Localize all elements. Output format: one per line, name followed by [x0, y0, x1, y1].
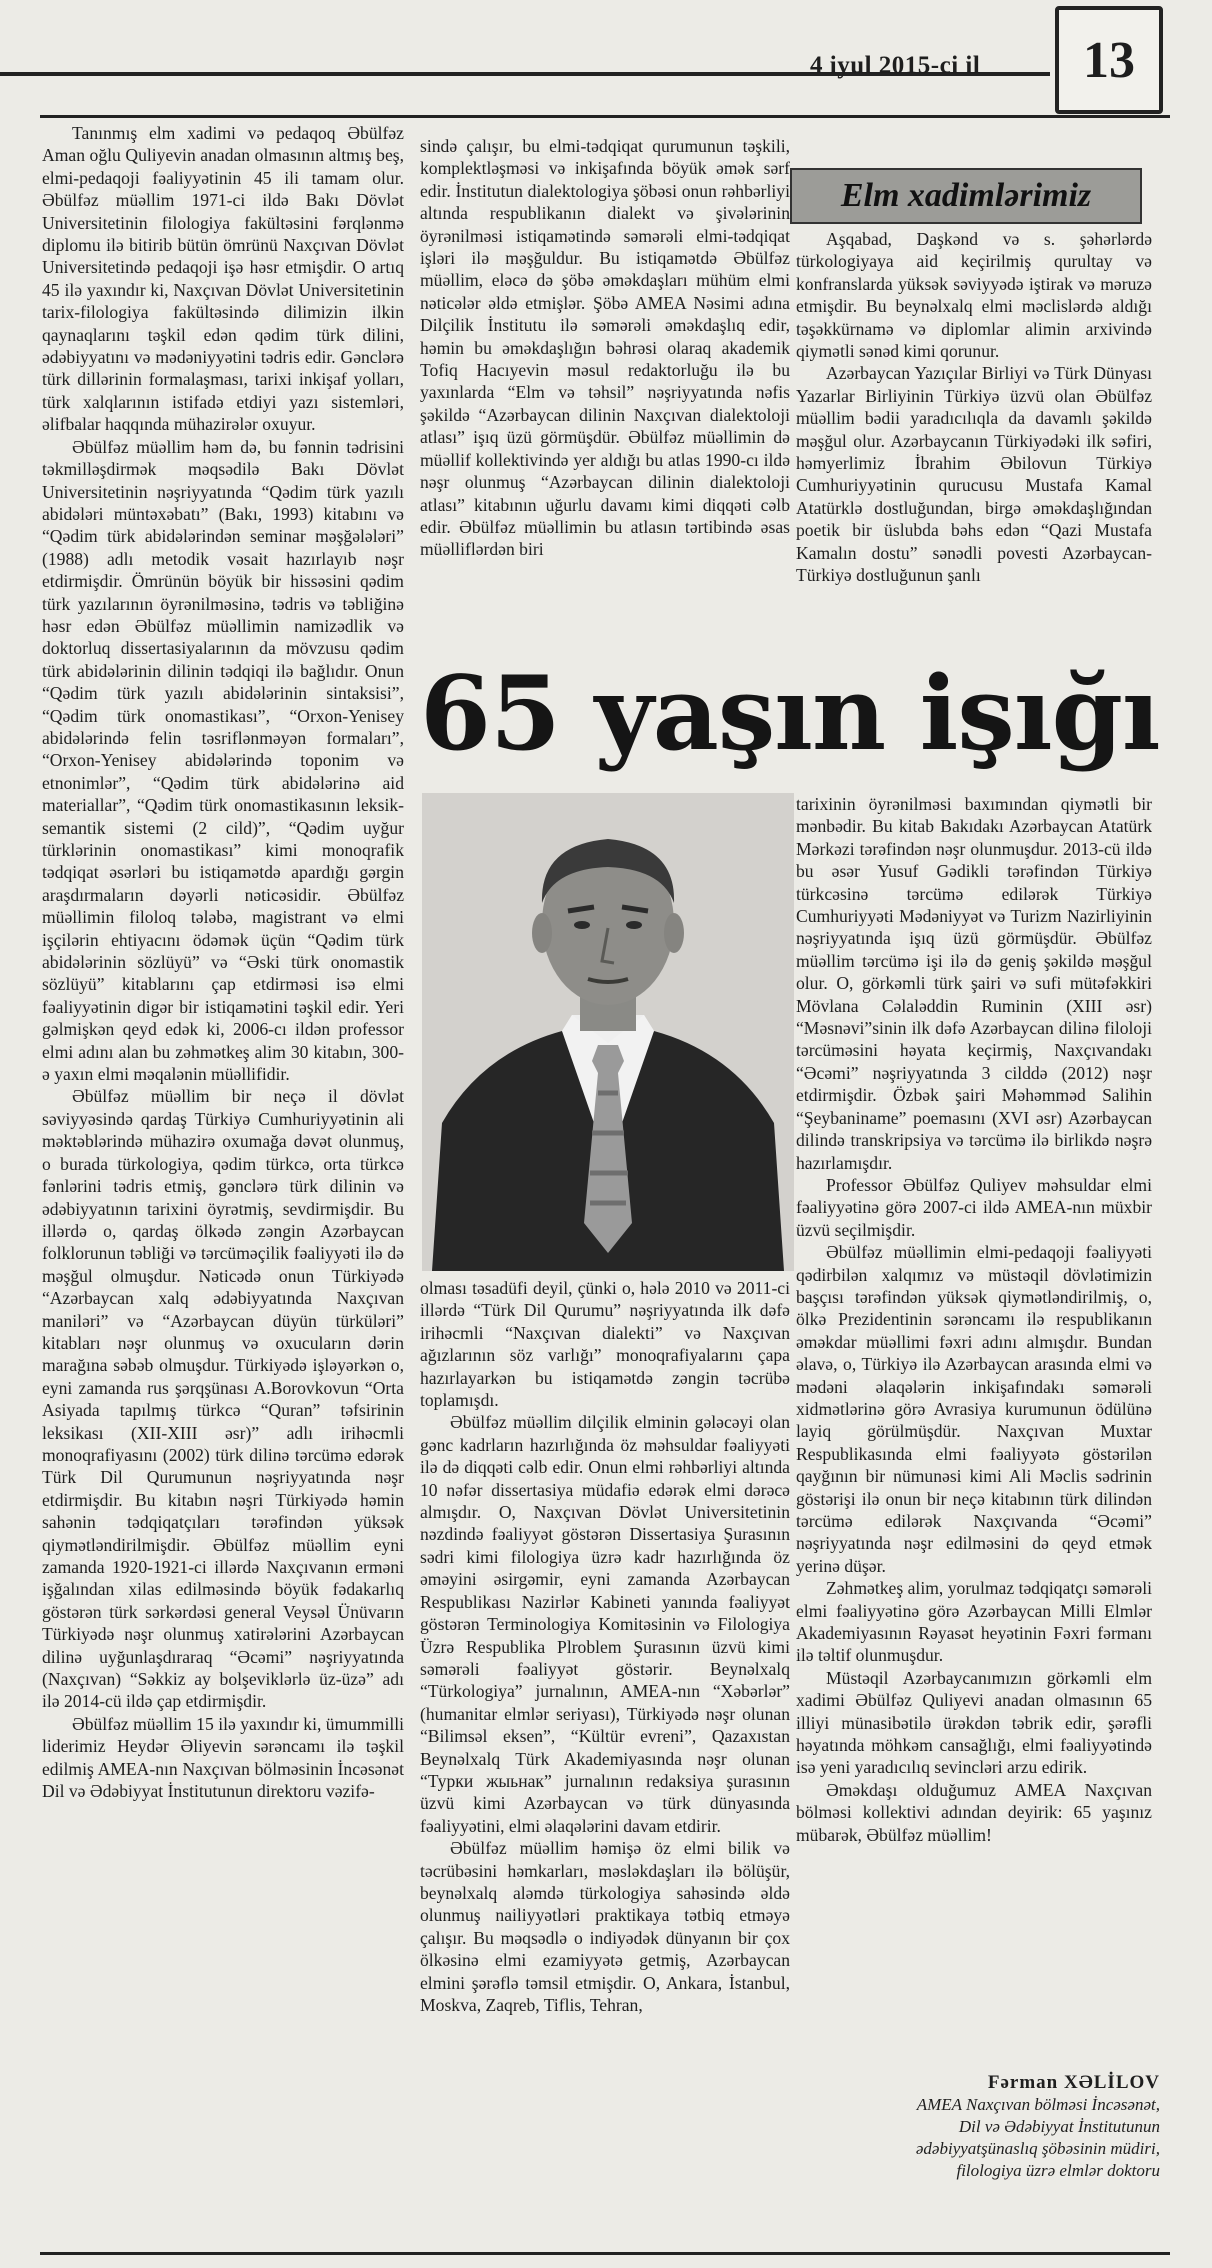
article-headline: 65 yaşın işığı [420, 654, 1160, 774]
article-paragraph: sində çalışır, bu elmi-tədqiqat qurumunun təşkili, komplektləşməsi və inkişafında böyük əmək sərf edir. İnstitutun dialektologiya şöbəsi onun rəhbərliyi altında respublikanın dialekt və şivələrinin öyrənilməsi istiqamətində səmərəli elmi-tədqiqat işləri ilə məşğuldur. Bu istiqamətdə Əbülfəz müəllim, eləcə də şöbə əməkdaşları mühüm elmi nəticələr əldə etmişlər. Şöbə AMEA Nəsimi adına Dilçilik İnstitutu ilə səmərəli əməkdaşlıq edir, həmin bu əməkdaşlığın bəhrəsi olaraq akademik Tofiq Hacıyevin məsul redaktorluğu ilə bu yaxınlarda “Elm və təhsil” nəşriyyatında nəfis şəkildə “Azərbaycan dilinin Naxçıvan dialektoloji atlası” işıq üzü görmüşdür. Əbülfəz müəllimin də müəllif kollektivində yer aldığı bu atlas 1990-cı ildə nəşr olunmuş “Azərbaycan dilinin dialektoloji atlası” kitabının uğurlu davamı kimi diqqəti cəlb edir. Əbülfəz müəllimin bu atlasın tərtibində əsas müəlliflərdən biri [420, 136, 790, 560]
header-bottom-rule [40, 115, 1170, 118]
article-column-3-bottom [796, 793, 1152, 2068]
issue-date: 4 iyul 2015-ci il [810, 52, 981, 79]
bottom-rule [40, 2252, 1170, 2255]
article-paragraph: Professor Əbülfəz Quliyev məhsuldar elmi fəaliyyətinə görə 2007-ci ildə AMEA-nın müxbir üzvü seçilmişdir. [796, 1174, 1152, 1240]
article-paragraph: Əbülfəz müəllimin elmi-pedaqoji fəaliyyəti qədirbilən xalqımız və müstəqil dövlətimizin başçısı tərəfindən yüksək qiymətləndirilmiş, o, ölkə Prezidentinin sərəncamı ilə respublikanın əməkdar müəllimi fəxri adını almışdır. Bundan əlavə, o, Türkiyə ilə Azərbaycan arasında elmi və mədəni əlaqələrin inkişafındakı səmərəli xidmətlərinə görə Avrasiya kurumunun ödülünə layiq görülmüşdür. Naxçıvan Muxtar Respublikasında elmi fəaliyyətə göstərilən qayğının bir nümunəsi kimi Ali Məclis sədrinin göstərişi ilə onun bir neçə kitabının türk dilindən tərcümə edilərək Naxçıvanda “Əcəmi” nəşriyyatında nəşr edilməsini də qeyd etmək yerinə düşər. [796, 1242, 1152, 1576]
author-affiliation-1: AMEA Naxçıvan bölməsi İncəsənət, [916, 2095, 1160, 2114]
article-column-2-bottom [420, 1277, 790, 2262]
section-rubric: Elm xadimlərimiz [790, 168, 1142, 224]
author-affiliation-4: filologiya üzrə elmlər doktoru [956, 2161, 1160, 2180]
article-paragraph: tarixinin öyrənilməsi baxımından qiymətli bir mənbədir. Bu kitab Bakıdakı Azərbaycan Atatürk Mərkəzi tərəfindən nəşr olunmuşdur. 2013-cü ildə bu əsər Yusuf Gədikli tərəfindən Türkiyə türkcəsinə tərcümə edilərək Türkiyə Cumhuriyyəti Mədəniyyət və Turizm Nazirliyinin nəşriyyatında işıq üzü görmüşdür. Əbülfəz müəllim tərcümə işi ilə də geniş şəkildə məşğul olur. O, görkəmli türk şairi və sufi mütəfəkkiri Mövlana Cəlaləddin Ruminin (XIII əsr) “Məsnəvi”sinin ilk dəfə Azərbaycan dilinə filoloji tərcüməsini həyata keçirmiş, Naxçıvandakı “Əcəmi” nəşriyyatında 3 cilddə (2012) nəşr etdirmişdir. Özbək şairi Məhəmməd Salihin “Şeybaniname” poemasını (XVI əsr) Azərbaycan dilində transkripsiya və tərcümə ilə birlikdə nəşrə hazırlamışdır. [796, 794, 1152, 1173]
article-paragraph: Əbülfəz müəllim 15 ilə yaxındır ki, ümummilli liderimiz Heydər Əliyevin sərəncamı ilə təşkil edilmiş AMEA-nın Naxçıvan bölməsinin İncəsənət Dil və Ədəbiyyat İnstitutunun direktoru vəzifə- [42, 1713, 404, 1802]
article-paragraph: Müstəqil Azərbaycanımızın görkəmli elm xadimi Əbülfəz Quliyevi anadan olmasının 65 illiyi münasibətilə ürəkdən təbrik edir, şərəfli həyatında möhkəm cansağlığı, elmi fəaliyyətində isə yeni yaradıcılıq sevincləri arzu edirik. [796, 1667, 1152, 1778]
author-name: Fərman XƏLİLOV [987, 2072, 1160, 2093]
article-paragraph: olması təsadüfi deyil, çünki o, hələ 2010 və 2011-ci illərdə “Türk Dil Qurumu” nəşriyyatında ilk dəfə irihəcmli “Naxçıvan dialekti” və Naxçıvan ağızlarının söz varlığı” monoqrafiyalarını çapa hazırlayarkən bu istiqamətdə zəngin təcrübə toplamışdı. [420, 1278, 790, 1411]
man-portrait-icon [422, 793, 794, 1271]
author-affiliation-3: ədəbiyyatşünaslıq şöbəsinin müdiri, [915, 2139, 1160, 2158]
article-column-1 [42, 122, 404, 2247]
article-paragraph: Zəhmətkeş alim, yorulmaz tədqiqatçı səmərəli elmi fəaliyyətinə görə Azərbaycan Milli Elmlər Akademiyasının Rəyasət heyətinin Fəxri fərmanı ilə təltif olunmuşdur. [796, 1578, 1152, 1666]
article-signature [830, 2072, 1160, 2182]
article-paragraph: Əməkdaşı olduğumuz AMEA Naxçıvan bölməsi kollektivi adından deyirik: 65 yaşınız mübarək, Əbülfəz müəllim! [796, 1779, 1152, 1845]
article-paragraph: Azərbaycan Yazıçılar Birliyi və Türk Dünyası Yazarlar Birliyinin Türkiyə üzvü olan Əbülfəz müəllim bədii yaradıcılıqla da davamlı şəkildə məşğul olur. Azərbaycanın Türkiyədəki ilk səfiri, həmyerlimiz İbrahim Əbilovun Türkiyə Cumhuriyyətinin qurucusu Mustafa Kamal Atatürklə dostluğundan, birgə əməkdaşlığından poetik bir üslubda bəhs edən “Qazi Mustafa Kamalın dostu” sənədli povesti Azərbaycan-Türkiyə dostluğunun şanlı [796, 363, 1152, 586]
author-affiliation-2: Dil və Ədəbiyyat İnstitutunun [958, 2117, 1160, 2136]
article-paragraph: Əbülfəz müəllim həmişə öz elmi bilik və təcrübəsini həmkarları, məsləkdaşları ilə bölüşür, beynəlxalq aləmdə türkologiya sahəsində əldə olunmuş nailiyyətləri praktikaya tətbiq etməyə çalışır. Bu məqsədlə o indiyədək dünyanın bir çox ölkəsinə elmi ezamiyyətə getmiş, Azərbaycan elmini şərəflə təmsil etmişdir. O, Ankara, İstanbul, Moskva, Zaqreb, Tiflis, Tehran, [420, 1838, 790, 2015]
article-paragraph: Tanınmış elm xadimi və pedaqoq Əbülfəz Aman oğlu Quliyevin anadan olmasının altmış beş, elmi-pedaqoji fəaliyyətinin 45 ili tamam olur. Əbülfəz müəllim 1971-ci ildə Bakı Dövlət Universitetinin filologiya fakültəsini fərqlənmə diplomu ilə bitirib bütün ömrünü Naxçıvan Dövlət Universitetində pedaqoji işə həsr etmişdir. O artıq 45 ilə yaxındır ki, Naxçıvan Dövlət Universitetinin tarix-filologiya fakültəsində dilimizin ilkin qaynaqlarını təşkil edən qədim türk dilini, ədəbiyyatını və mədəniyyətini tədris edir. Gənclərə türk dillərinin formalaşması, tarixi inkişaf yolları, türk xalqlarının istifadə etdiyi yazı sistemləri, əlifbalar haqqında mühazirələr oxuyur. [42, 123, 404, 435]
page-number-box [1055, 6, 1163, 114]
article-paragraph: Əbülfəz müəllim dilçilik elminin gələcəyi olan gənc kadrların hazırlığında öz məhsuldar fəaliyyəti ilə də diqqəti cəlb edir. Onun elmi rəhbərliyi altında 10 nəfər dissertasiya müdafiə edərək elmi dərəcə almışdır. O, Naxçıvan Dövlət Universitetinin nəzdində fəaliyyət göstərən Dissertasiya Şurasının sədri kimi filologiya üzrə kadr hazırlığında öz əməyini əsirgəmir, eyni zamanda Azərbaycan Respublikası Nazirlər Kabineti yanında fəaliyyət göstərən Terminologiya Komitəsinin və Filologiya Üzrə Respublika Plroblem Şurasının üzvü kimi səmərəli fəaliyyət göstərir. Beynəlxalq “Türkologiya” jurnalının, AMEA-nın “Xəbərlər” (humanitar elmlər seriyası), Türkiyədə nəşr olunan “Bilimsəl eksen”, “Kültür evreni”, Qazaxıstan Beynəlxalq Türk Akademiyasında nəşr olunan “Турки жыьнак” jurnalının redaksiya şurasının üzvü kimi Azərbaycan və türk dünyasında fəaliyyətini, elmi əlaqələrini davam etdirir. [420, 1412, 790, 1836]
article-column-2-top [420, 135, 790, 655]
article-paragraph: Əbülfəz müəllim bir neçə il dövlət səviyyəsində qardaş Türkiyə Cumhuriyyətinin ali məktəblərində mühazirə oxumağa dəvət olunmuş, o burada türkologiya, qədim türkcə, orta türkcə fənlərini tədris etmiş, gənclərə türk dilinin və ədəbiyyatının tarixini öyrətmiş, sevdirmişdir. Bu illərdə o, qardaş ölkədə zəngin Azərbaycan folklorunun təbliği və tərcüməçilik fəaliyyəti ilə də məşğul olmuşdur. Nəticədə onun Türkiyədə “Azərbaycan xalq ədəbiyyatında Naxçıvan maniləri” və “Azərbaycan düyün türküləri” kitabları nəşr olunmuş və oxucuların dərin marağına səbəb olmuşdur. Türkiyədə işləyərkən o, eyni zamanda rus şərqşünası A.Borovkovun “Orta Asiyada tapılmış türkcə “Quran” təfsirinin leksikası (XII-XIII əsr)” adlı irihəcmli monoqrafiyasını (2002) türk dilinə tərcümə edərək Türk Dil Qurumunun nəşriyyatında nəşr etdirmişdir. Bu kitabın nəşri Türkiyədə həmin sahənin tədqiqatçıları tərəfindən yüksək qiymətləndirilmişdir. Əbülfəz müəllim eyni zamanda 1920-1921-ci illərdə Naxçıvanın erməni işğalından xilas edilməsində böyük fədakarlıq göstərən türk sərkərdəsi general Veysəl Ünüvarın Türkiyədə nəşr olunmuş xatirələrini Azərbaycan dilinə uyğunlaşdıraraq “Əcəmi” nəşriyyatında (Naxçıvan) “Səkkiz ay bolşeviklərlə üz-üzə” adı ilə 2014-cü ildə çap etdirmişdir. [42, 1086, 404, 1712]
article-paragraph: Aşqabad, Daşkənd və s. şəhərlərdə türkologiyaya aid keçirilmiş qurultay və konfranslarda yüksək səviyyədə iştirak və məruzə etmişdir. Bu beynəlxalq elmi məclislərdə aldığı təşəkkürnamə və diplomlar alimin arxivində qiymətli sənəd kimi qorunur. [796, 229, 1152, 362]
article-paragraph: Əbülfəz müəllim həm də, bu fənnin tədrisini təkmilləşdirmək məqsədilə Bakı Dövlət Universitetinin nəşriyyatında “Qədim türk yazılı abidələri müntəxəbatı” (Bakı, 1993) kitabını və “Qədim türk abidələrindən seminar məşğələləri” (1988) adlı metodik vəsait hazırlayıb nəşr etdirmişdir. Ömrünün böyük bir hissəsini qədim türk yazılarının öyrənilməsinə, tədris və təbliğinə həsr edən Əbülfəz müəllimin namizədlik və doktorluq dissertasiyalarının da mövzusu qədim türk abidələrinin dilinin tədqiqi ilə bağlıdır. Onun “Qədim türk yazılı abidələrinin sintaksisi”, “Qədim türk onomastikası”, “Orxon-Yenisey abidələrində felin təsriflənməyən formaları”, “Orxon-Yenisey abidələrində toponim və etnonimlər”, “Qədim türk abidələrinə aid materiallar”, “Qədim türk onomastikasının leksik-semantik sistemi (2 cild)”, “Qədim uyğur türklərinin onomastikası” kimi monoqrafik tədqiqat əsərləri bu istiqamətdə apardığı gərgin araşdırmaların dəyərli nəticəsidir. Əbülfəz müəllimin filoloq tələbə, magistrant və elmi işçilərin ehtiyacını ödəmək üçün “Qədim türk abidələrinin sözlüyü” və “Əski türk onomastik sözlüyü” kitablarını çap etdirməsi isə elmi fəaliyyətinin digər bir istiqamətini təşkil edir. Yeri gəlmişkən qeyd edək ki, 2006-cı ildən professor elmi adını alan bu zəhmətkeş alim 30 kitabın, 300-ə yaxın elmi məqalənin müəllifidir. [42, 436, 404, 1085]
author-photo [422, 793, 794, 1271]
article-column-3-top [796, 228, 1152, 656]
page-number: 13 [1083, 31, 1135, 89]
